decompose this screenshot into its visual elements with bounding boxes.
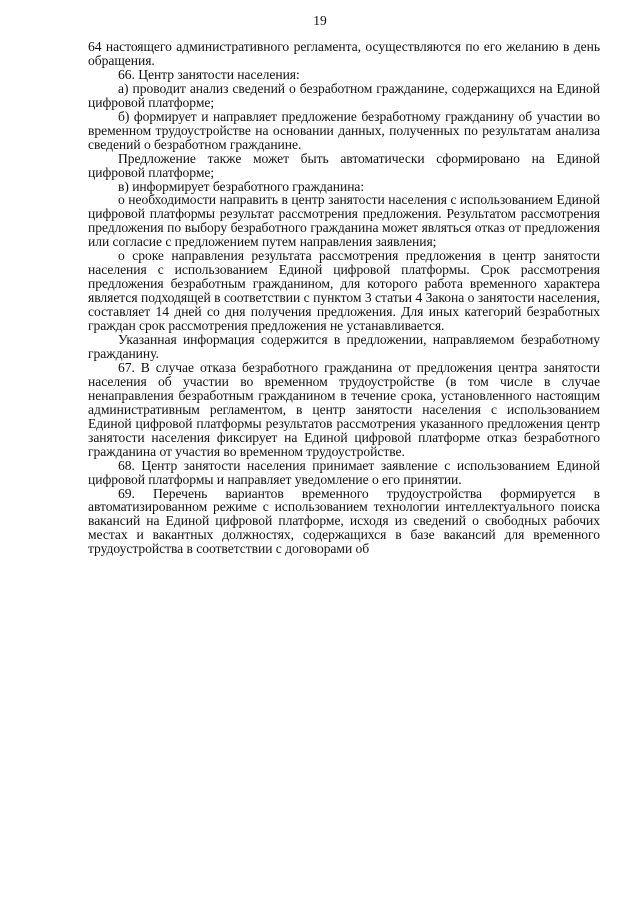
page-number: 19 xyxy=(313,13,327,28)
paragraph-66-b: б) формирует и направляет предложение безработному гражданину об участии во временном трудоустройстве на основании данных, полученных по результатам анализа сведений о безработном гражданине. xyxy=(88,108,600,152)
paragraph-67: 67. В случае отказа безработного гражданина от предложения центра занятости населения об участии во временном трудоустройстве (в том числе в случае ненаправления безработным гражданином в течение срока, установленного настоящим административным регламентом, в центр занятости населения с использованием Единой цифровой платформы результатов рассмотрения указанного предложения центр занятости населения фиксирует на Единой цифровой платформе отказ безработного гражданина от участия во временном трудоустройстве. xyxy=(88,359,600,459)
paragraph-69: 69. Перечень вариантов временного трудоустройства формируется в автоматизированном режиме с использованием технологии интеллектуального поиска вакансий на Единой цифровой платформе, исходя из сведений о свободных рабочих местах и вакантных должностях, содержащихся в базе вакансий для временного трудоустройства в соответствии с договорами об xyxy=(88,485,600,557)
paragraph-66-b-note: Предложение также может быть автоматически сформировано на Единой цифровой платформе; xyxy=(88,150,600,180)
paragraph-66-v-note: Указанная информация содержится в предложении, направляемом безработному гражданину. xyxy=(88,332,600,361)
paragraph-continuation: 64 настоящего административного регламента, осуществляются по его желанию в день обращения. xyxy=(88,39,600,68)
paragraph-66-v: в) информирует безработного гражданина: xyxy=(118,178,365,194)
body-text xyxy=(88,40,600,556)
paragraph-66-v-item-1: о необходимости направить в центр занятости населения с использованием Единой цифровой платформы результат рассмотрения предложения. Результатом рассмотрения предложения по выбору безработного гражданина может являться отказ от предложения или согласие с предложением путем направления заявления; xyxy=(88,192,600,250)
paragraph-66-heading: 66. Центр занятости населения: xyxy=(118,66,300,82)
paragraph-66-v-item-2: о сроке направления результата рассмотрения предложения в центр занятости населения с использованием Единой цифровой платформы. Срок рассмотрения предложения безработным гражданином, для которого работа временного характера является подходящей в соответствии с пунктом 3 статьи 4 Закона о занятости населения, составляет 14 дней со дня получения предложения. Для иных категорий безработных граждан срок рассмотрения предложения не устанавливается. xyxy=(88,248,600,334)
paragraph-68: 68. Центр занятости населения принимает заявление с использованием Единой цифровой платформы и направляет уведомление о его принятии. xyxy=(88,457,600,487)
paragraph-66-a: а) проводит анализ сведений о безработном гражданине, содержащихся на Единой цифровой платформе; xyxy=(88,80,600,110)
